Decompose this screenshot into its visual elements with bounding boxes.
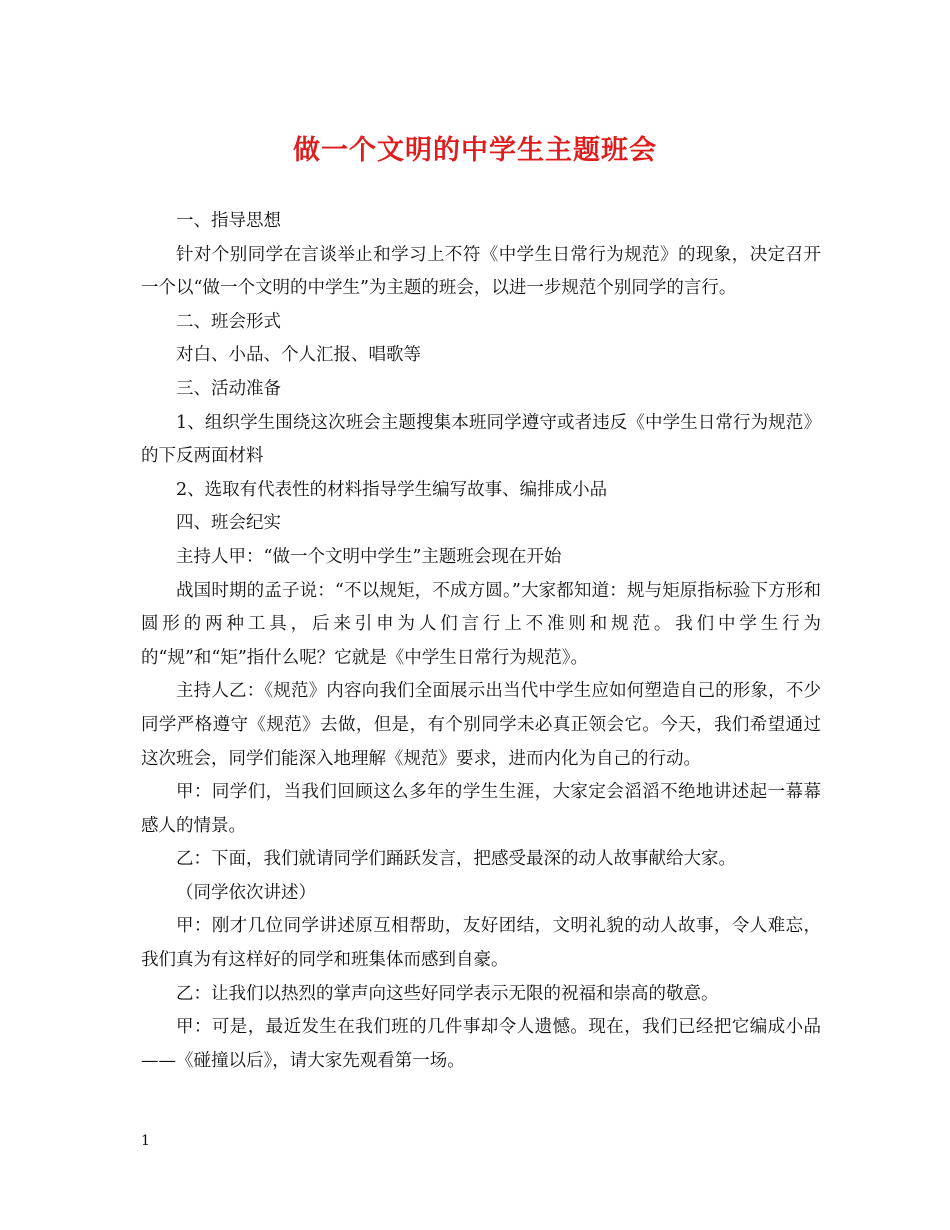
document-body [141,205,821,1078]
section-heading-preparation: 三、活动准备 [176,378,281,399]
paragraph: 2、选取有代表性的材料指导学生编写故事、编排成小品 [176,479,608,500]
section-heading-meeting-record: 四、班会纪实 [176,513,281,534]
document-title: 做一个文明的中学生主题班会 [293,135,657,166]
section-heading-meeting-form: 二、班会形式 [176,311,281,332]
paragraph: 乙：让我们以热烈的掌声向这些好同学表示无限的祝福和崇高的敬意。 [176,983,719,1004]
paragraph: 主持人乙：《规范》内容向我们全面展示出当代中学生应如何塑造自己的形象，不少同学严格遵守《规范》去做，但是，有个别同学未必真正领会它。今天，我们希望通过这次班会，同学们能深入地理解《规范》要求，进而内化为自己的行动。 [141,681,821,769]
paragraph: 针对个别同学在言谈举止和学习上不符《中学生日常行为规范》的现象，决定召开一个以“做一个文明的中学生”为主题的班会，以进一步规范个别同学的言行。 [141,244,821,299]
paragraph: 战国时期的孟子说：“不以规矩，不成方圆。”大家都知道：规与矩原指标验下方形和圆形的两种工具，后来引申为人们言行上不准则和规范。我们中学生行为的“规”和“矩”指什么呢？它就是《中学生日常行为规范》。 [141,580,821,668]
page-number: 1 [141,1133,150,1149]
paragraph: （同学依次讲述） [176,882,316,903]
section-heading-guiding-thought: 一、指导思想 [176,211,281,231]
paragraph: 乙：下面，我们就请同学们踊跃发言，把感受最深的动人故事献给大家。 [176,849,736,870]
paragraph: 对白、小品、个人汇报、唱歌等 [176,345,421,366]
paragraph: 甲：可是，最近发生在我们班的几件事却令人遗憾。现在，我们已经把它编成小品——《碰撞以后》，请大家先观看第一场。 [141,1017,821,1071]
paragraph: 甲：刚才几位同学讲述原互相帮助，友好团结，文明礼貌的动人故事，令人难忘，我们真为有这样好的同学和班集体而感到自豪。 [141,916,821,971]
paragraph: 甲：同学们，当我们回顾这么多年的学生生涯，大家定会滔滔不绝地讲述起一幕幕感人的情景。 [141,782,821,836]
paragraph: 主持人甲：“做一个文明中学生”主题班会现在开始 [176,546,562,567]
paragraph: 1、组织学生围绕这次班会主题搜集本班同学遵守或者违反《中学生日常行为规范》的下反两面材料 [141,412,821,467]
